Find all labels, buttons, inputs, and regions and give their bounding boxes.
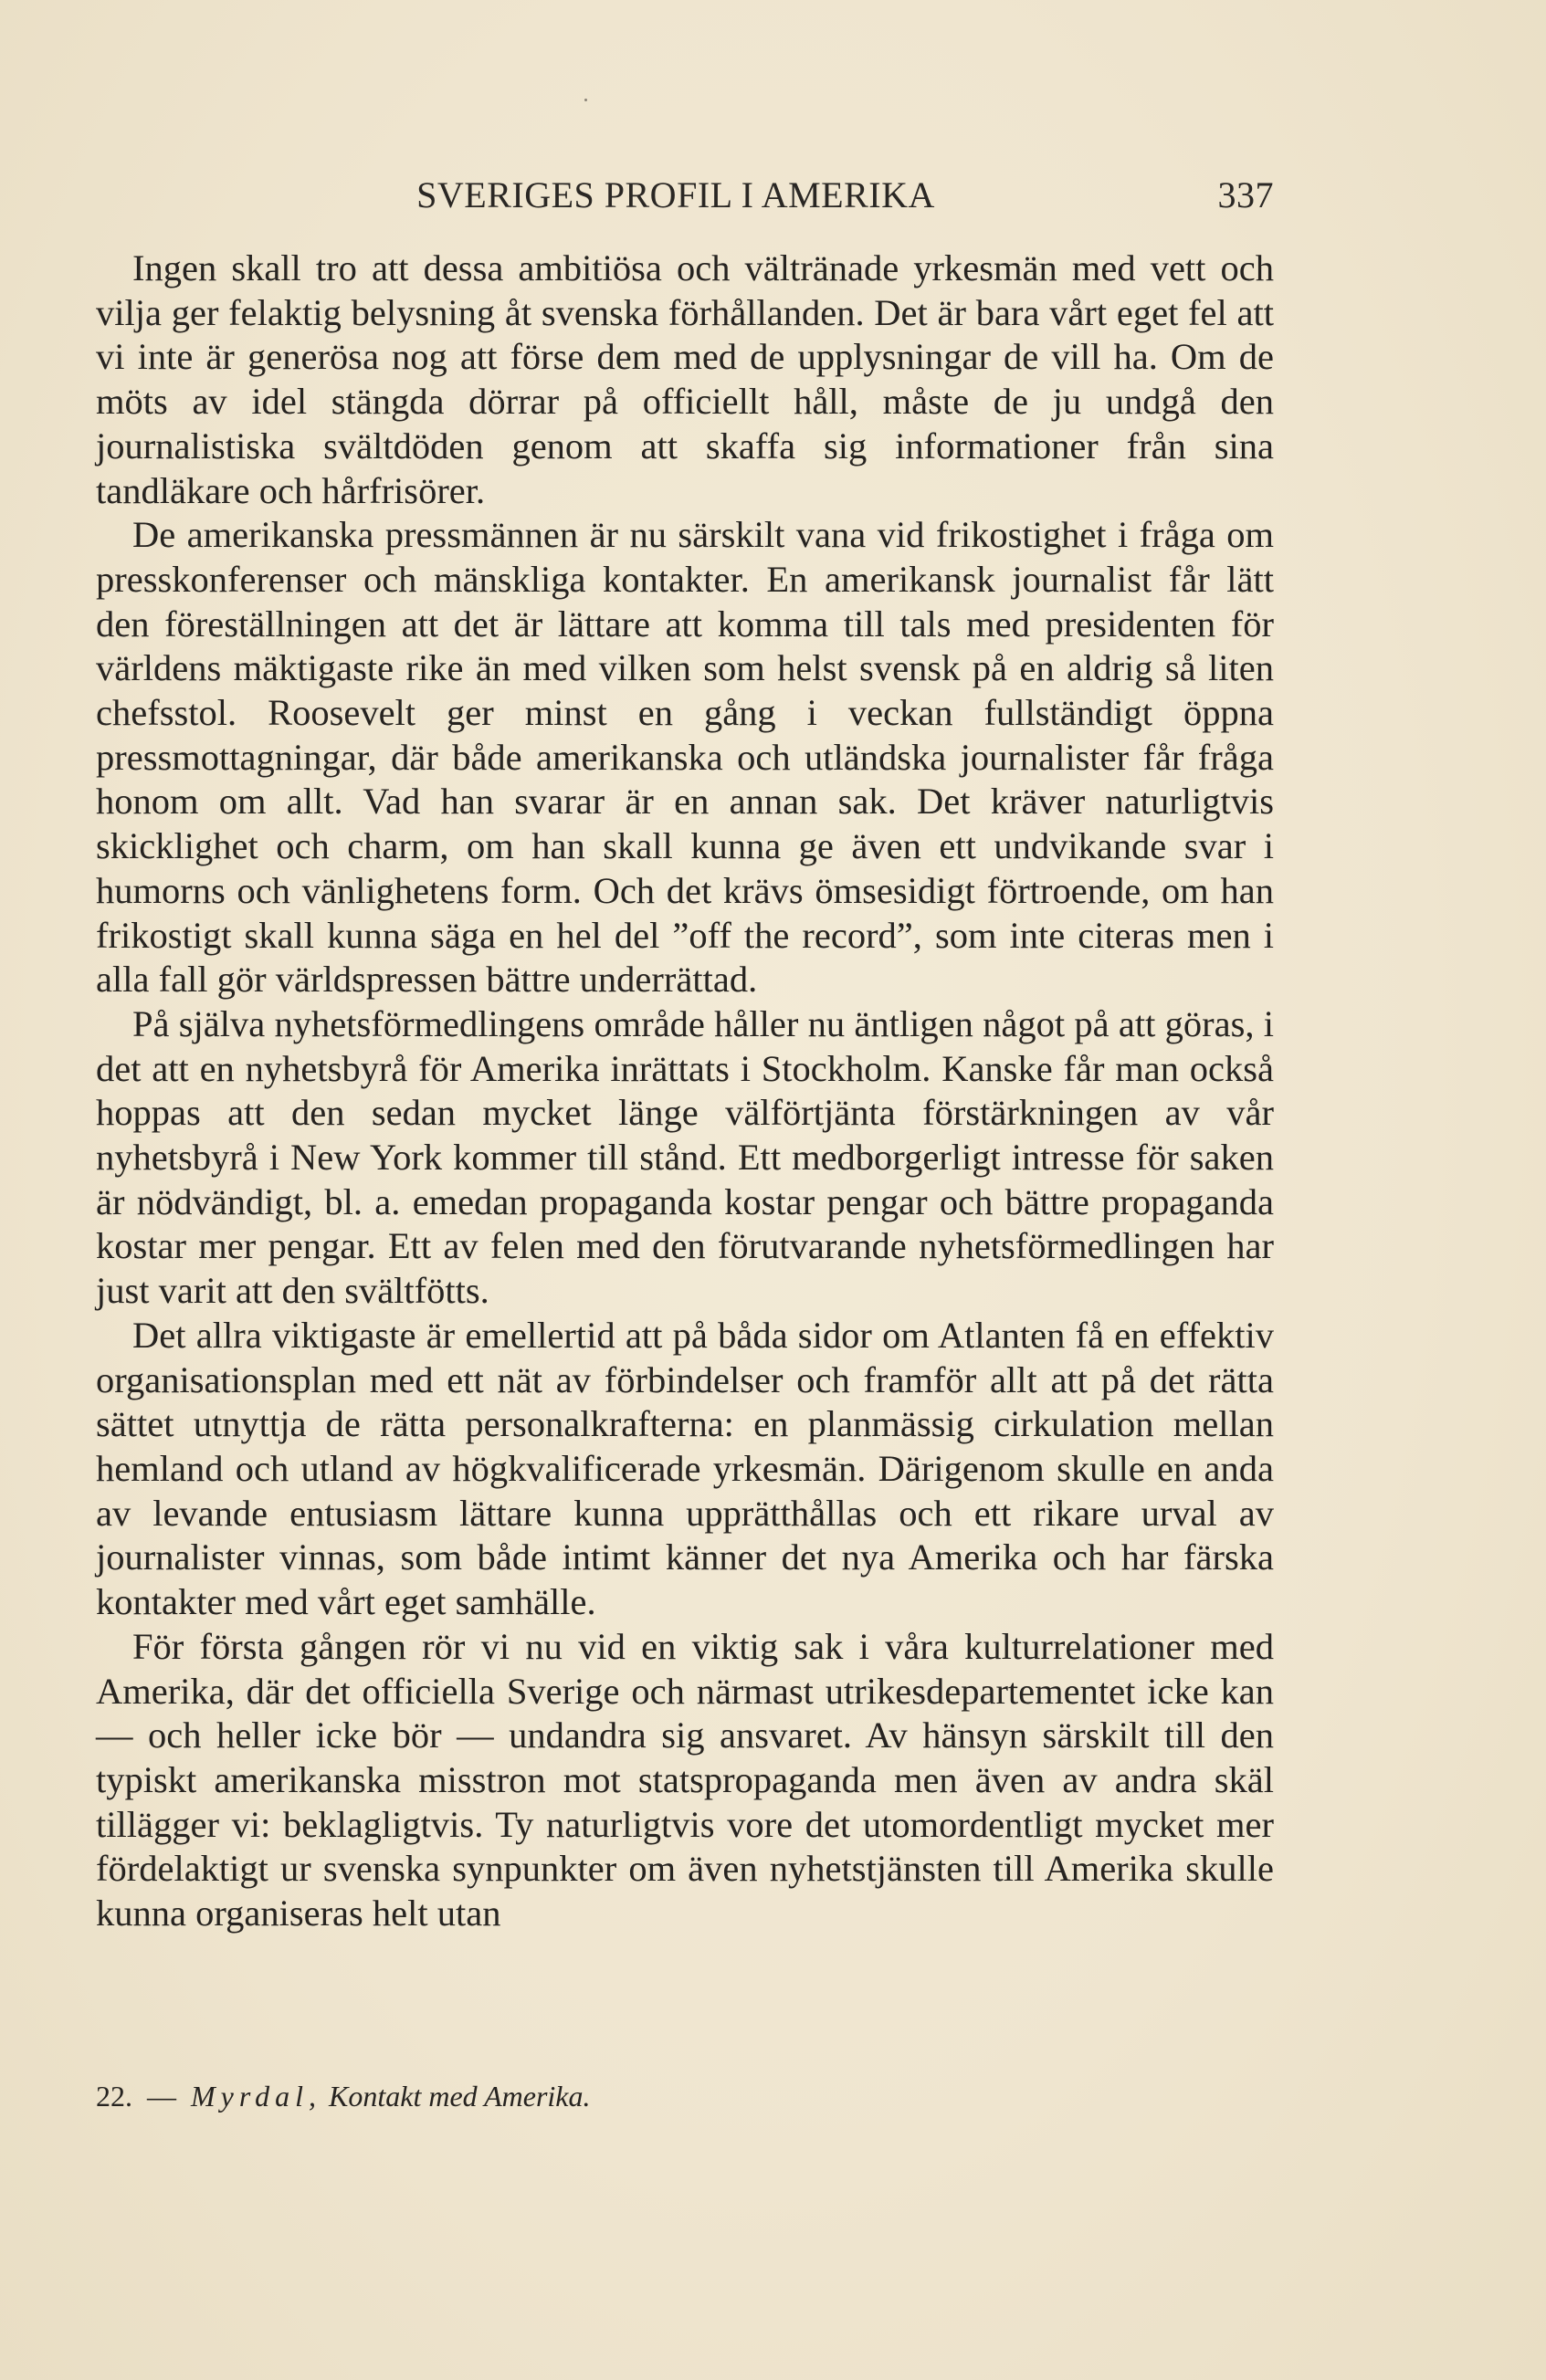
paragraph-5: För första gången rör vi nu vid en viktig sak i våra kulturrelationer med Amerika, där det officiella Sverige och närmast utrikesdepartementet icke kan — och heller icke bör — undandra sig ansvaret. Av hänsyn särskilt till den typiskt amerikanska misstron mot statspropaganda men även av andra skäl tillägger vi: beklagligtvis. Ty naturligtvis vore det utomordentligt mycket mer fördelaktigt ur svenska synpunkter om även nyhetstjänsten till Amerika skulle kunna organiseras helt utan <box>96 1625 1274 1934</box>
signature-line <box>96 2080 590 2113</box>
running-head <box>96 173 1274 228</box>
running-title: SVERIGES PROFIL I AMERIKA <box>416 174 935 215</box>
signature-dash: — <box>147 2080 176 2113</box>
paragraph-3: På själva nyhetsförmedlingens område håller nu äntligen något på att göras, i det att en nyhetsbyrå för Amerika inrättats i Stockholm. Kanske får man också hoppas att den sedan mycket länge välförtjänta förstärkningen av vår nyhetsbyrå i New York kommer till stånd. Ett medborgerligt intresse för saken är nödvändigt, bl. a. emedan propaganda kostar pengar och bättre propaganda kostar mer pengar. Ett av felen med den förutvarande nyhetsförmedlingen har just varit att den svältfötts. <box>96 1002 1274 1312</box>
paper-speck <box>584 99 587 101</box>
page-number: 337 <box>1217 174 1274 215</box>
signature-author: Myrdal, <box>191 2080 322 2113</box>
signature-number: 22. <box>96 2080 132 2113</box>
paragraph-4: Det allra viktigaste är emellertid att på båda sidor om Atlanten få en effektiv organisationsplan med ett nät av förbindelser och framför allt att på det rätta sättet utnyttja de rätta personalkrafterna: en planmässig cirkulation mellan hemland och utland av högkvalificerade yrkesmän. Därigenom skulle en anda av levande entusiasm lättare kunna upprätthållas och ett rikare urval av journalister vinnas, som både intimt känner det nya Amerika och har färska kontakter med vårt eget samhälle. <box>96 1314 1274 1623</box>
text-block <box>96 173 1274 1936</box>
signature-book-title: Kontakt med Amerika. <box>329 2080 591 2113</box>
paragraph-2: De amerikanska pressmännen är nu särskilt vana vid frikostighet i fråga om presskonferenser och mänskliga kontakter. En amerikansk journalist får lätt den föreställningen att det är lättare att komma till tals med presidenten för världens mäktigaste rike än med vilken som helst svensk på en aldrig så liten chefsstol. Roosevelt ger minst en gång i veckan fullständigt öppna pressmottagningar, där både amerikanska och utländska journalister får fråga honom om allt. Vad han svarar är en annan sak. Det kräver naturligtvis skicklighet och charm, om han skall kunna ge även ett undvikande svar i humorns och vänlighetens form. Och det krävs ömsesidigt förtroende, om han frikostigt skall kunna säga en hel del ”off the record”, som inte citeras men i alla fall gör världspressen bättre underrättad. <box>96 514 1274 1001</box>
paragraph-1: Ingen skall tro att dessa ambitiösa och vältränade yrkesmän med vett och vilja ger felaktig belysning åt svenska förhållanden. Det är bara vårt eget fel att vi inte är generösa nog att förse dem med de upplysningar de vill ha. Om de möts av idel stängda dörrar på officiellt håll, måste de ju undgå den journalistiska svältdöden genom att skaffa sig informationer från sina tandläkare och hårfrisörer. <box>96 247 1274 511</box>
